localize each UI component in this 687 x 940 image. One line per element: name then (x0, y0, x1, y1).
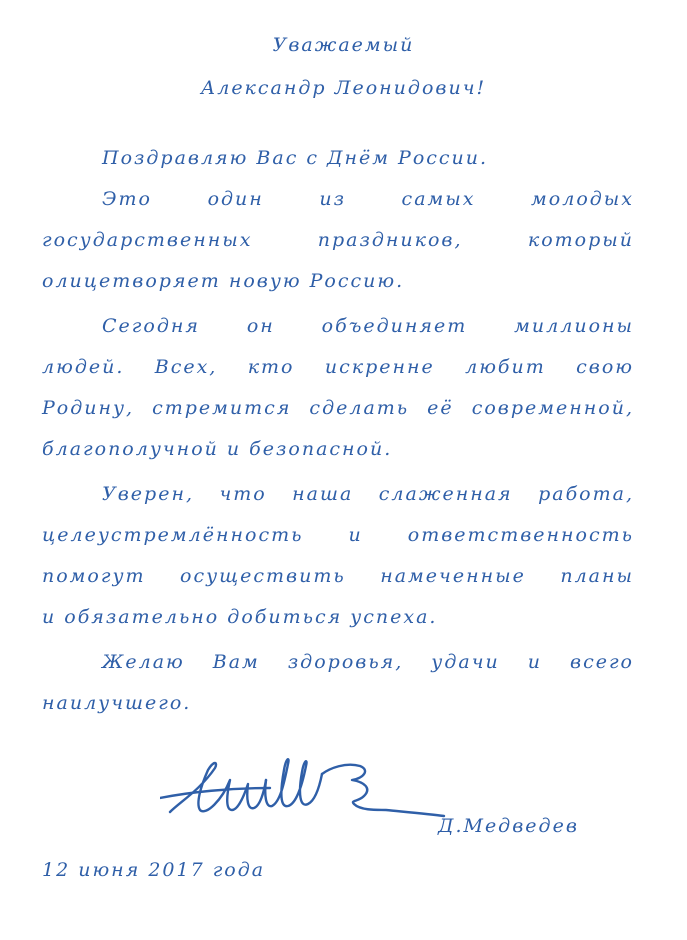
paragraph-line: благополучной и безопасной. (42, 438, 393, 460)
paragraph-line: Сегодня он объединяет миллионы (102, 315, 634, 337)
paragraph-line: и обязательно добиться успеха. (42, 606, 438, 628)
paragraph-line: помогут осуществить намеченные планы (42, 565, 634, 587)
paragraph-line: олицетворяет новую Россию. (42, 270, 405, 292)
paragraph-line: Уверен, что наша слаженная работа, (102, 483, 634, 505)
paragraph-line: Родину, стремится сделать её современной, (42, 397, 634, 419)
salutation-line-2: Александр Леонидович! (200, 77, 487, 99)
salutation-line-1: Уважаемый (272, 34, 415, 56)
paragraph-line: людей. Всех, кто искренне любит свою (42, 356, 634, 378)
letter-date: 12 июня 2017 года (42, 859, 266, 881)
paragraph-line: наилучшего. (42, 692, 192, 714)
paragraph-line: целеустремлённость и ответственность (42, 524, 634, 546)
handwritten-signature-icon (160, 740, 460, 840)
paragraph-line: Это один из самых молодых (102, 188, 634, 210)
paragraph-line: Желаю Вам здоровья, удачи и всего (102, 651, 634, 673)
paragraph-line: государственных праздников, который (42, 229, 634, 251)
signer-name: Д.Медведев (438, 815, 579, 837)
paragraph-line: Поздравляю Вас с Днём России. (102, 147, 489, 169)
